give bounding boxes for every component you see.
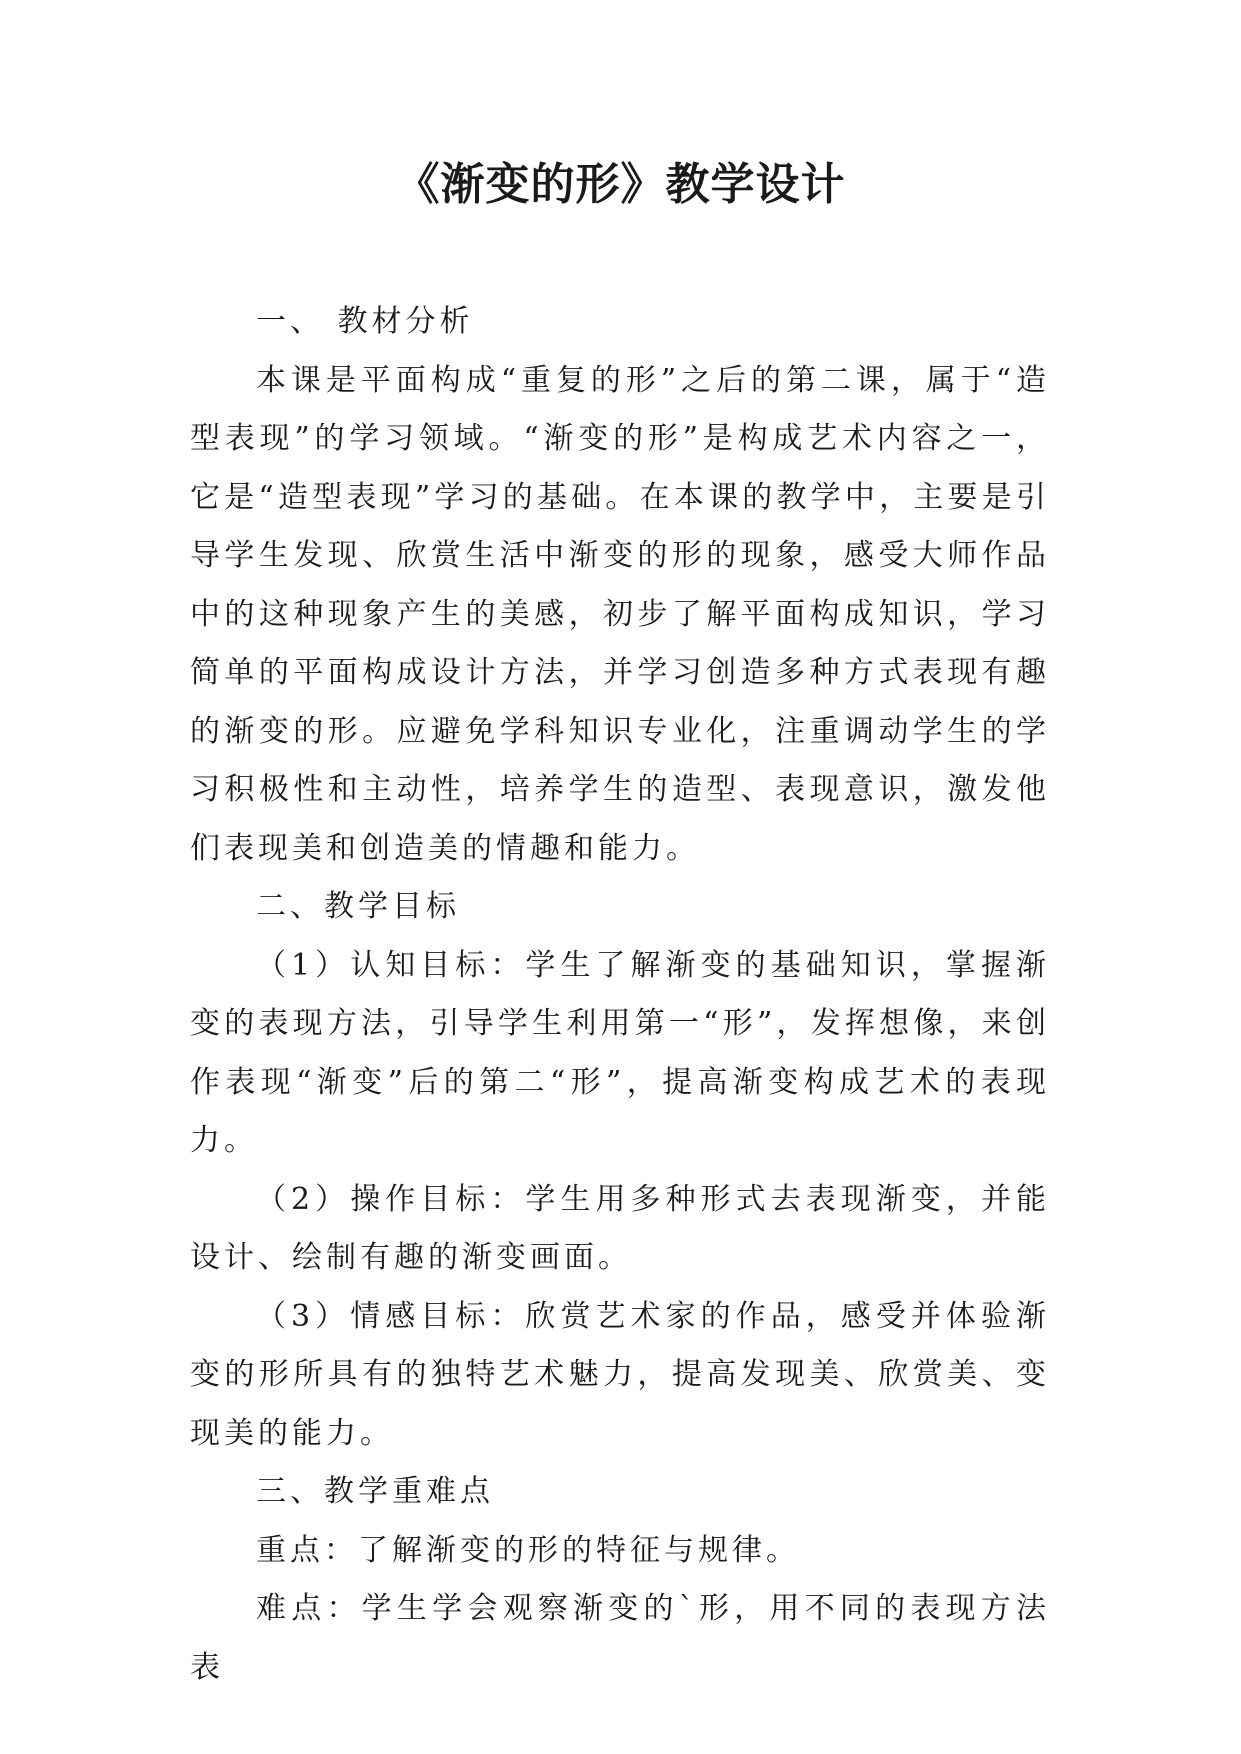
paragraph-textbook-analysis: 本课是平面构成“重复的形”之后的第二课，属于“造型表现”的学习领域。“渐变的形”是构成艺术内容之一，它是“造型表现”学习的基础。在本课的教学中，主要是引导学生发现、欣赏生活中渐变的形的现象，感受大师作品中的这种现象产生的美感，初步了解平面构成知识，学习简单的平面构成设计方法，并学习创造多种方式表现有趣的渐变的形。应避免学科知识专业化，注重调动学生的学习积极性和主动性，培养学生的造型、表现意识，激发他们表现美和创造美的情趣和能力。 bbox=[190, 362, 1050, 866]
paragraph-key-point: 重点：了解渐变的形的特征与规律。 bbox=[256, 1532, 800, 1568]
document-title: 《渐变的形》教学设计 bbox=[395, 159, 846, 210]
paragraph-difficulty: 难点：学生学会观察渐变的`形，用不同的表现方法表 bbox=[190, 1591, 1050, 1685]
paragraph-operation-goal: （2）操作目标：学生用多种形式去表现渐变，并能设计、绘制有趣的渐变画面。 bbox=[190, 1181, 1050, 1275]
document-body bbox=[190, 293, 1050, 1697]
section-heading-teaching-goals: 二、教学目标 bbox=[256, 889, 460, 924]
section-heading-key-difficulties: 三、教学重难点 bbox=[256, 1474, 494, 1509]
paragraph-cognitive-goal: （1）认知目标：学生了解渐变的基础知识，掌握渐变的表现方法，引导学生利用第一“形”，发挥想像，来创作表现“渐变”后的第二“形”，提高渐变构成艺术的表现力。 bbox=[190, 947, 1050, 1158]
section-heading-textbook-analysis: 一、 教材分析 bbox=[256, 304, 474, 339]
paragraph-emotional-goal: （3）情感目标：欣赏艺术家的作品，感受并体验渐变的形所具有的独特艺术魅力，提高发现美、欣赏美、变现美的能力。 bbox=[190, 1298, 1050, 1451]
